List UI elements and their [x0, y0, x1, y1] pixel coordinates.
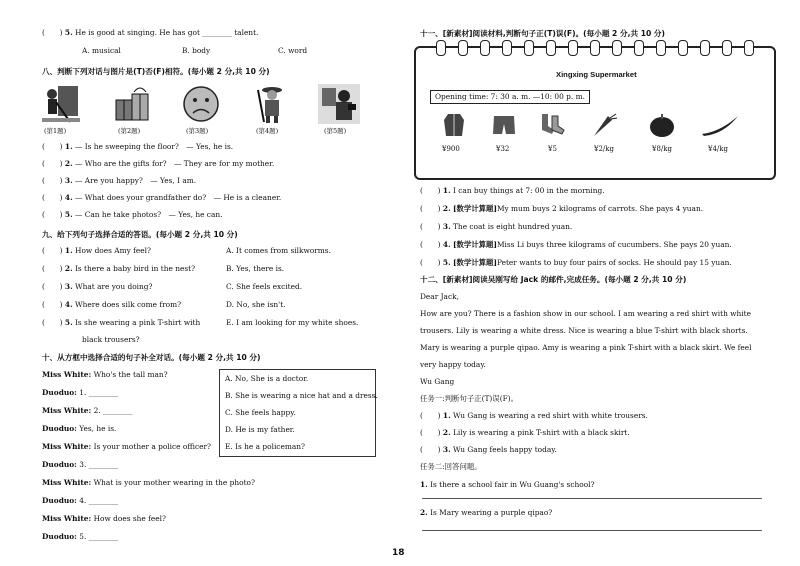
dialog-line-3: Miss White: 2. ________: [42, 406, 133, 415]
q5-opt-c: C. word: [278, 46, 308, 55]
section-9-title: 九、给下列句子选择合适的答语。(每小题 2 分,共 10 分): [42, 230, 238, 239]
cucumber-icon: [700, 112, 740, 138]
sec9-answer-e: E. I am looking for my white shoes.: [226, 318, 359, 327]
sec9-item-4: ( ) 4. Where does silk come from?: [42, 300, 182, 309]
task2-question-2: 2. Is Mary wearing a purple qipao?: [420, 508, 553, 517]
dialog-line-2: Duoduo: 1. ________: [42, 388, 119, 397]
email-body-2: trousers. Lily is wearing a white dress. Nice is wearing a blue T-shirt with black shorts.: [420, 326, 748, 335]
sec9-answer-b: B. Yes, there is.: [226, 264, 285, 273]
dialog-line-9: Miss White: How does she feel?: [42, 514, 166, 523]
q5-opt-b: B. body: [182, 46, 211, 55]
task-2-title: 任务二:回答问题。: [420, 462, 482, 471]
price-carrot: ¥2/kg: [594, 145, 614, 153]
option-e: E. Is he a policeman?: [225, 442, 305, 451]
sec8-item-5: ( ) 5. — Can he take photos? — Yes, he can.: [42, 210, 223, 219]
sec9-answer-d: D. No, she isn't.: [226, 300, 286, 309]
socks-icon: [538, 112, 566, 138]
sec11-item-1: ( ) 1. I can buy things at 7: 00 in the morning.: [420, 186, 605, 195]
price-cucumber: ¥4/kg: [708, 145, 728, 153]
section-11-title: 十一、[新素材]阅读材料,判断句子正(T)误(F)。(每小题 2 分,共 10 分): [420, 29, 665, 38]
boy-sweeping-image: [40, 84, 82, 124]
dialog-line-10: Duoduo: 5. ________: [42, 532, 119, 541]
price-shorts: ¥32: [496, 145, 510, 153]
task1-item-3: ( ) 3. Wu Gang feels happy today.: [420, 445, 557, 454]
option-c: C. She feels happy.: [225, 408, 296, 417]
sec9-item-2: ( ) 2. Is there a baby bird in the nest?: [42, 264, 196, 273]
task2-question-1: 1. Is there a school fair in Wu Guang's school?: [420, 480, 595, 489]
sec8-item-2: ( ) 2. — Who are the gifts for? — They are for my mother.: [42, 159, 275, 168]
right-page: [404, 0, 800, 566]
sec9-item-1: ( ) 1. How does Amy feel?: [42, 246, 151, 255]
option-a: A. No, She is a doctor.: [225, 374, 309, 383]
sec8-item-3: ( ) 3. — Are you happy? — Yes, I am.: [42, 176, 197, 185]
email-body-3: Mary is wearing a purple qipao. Amy is wearing a pink T-shirt with a black skirt. We feel: [420, 343, 752, 352]
email-body-1: How are you? There is a fashion show in our school. I am wearing a red shirt with white: [420, 309, 751, 318]
sec11-item-4: ( ) 4. [数学计算题]Miss Li buys three kilograms of cucumbers. She pays 20 yuan.: [420, 240, 732, 249]
sec8-item-4: ( ) 4. — What does your grandfather do? — He is a cleaner.: [42, 193, 282, 202]
coat-icon: [440, 112, 468, 138]
sec11-item-5: ( ) 5. [数学计算题]Peter wants to buy four pairs of socks. He should pay 15 yuan.: [420, 258, 732, 267]
page-number: 18: [392, 548, 405, 558]
dialog-line-8: Duoduo: 4. ________: [42, 496, 119, 505]
opening-hours: Opening time: 7: 30 a. m. —10: 00 p. m.: [430, 90, 590, 104]
price-coat: ¥900: [442, 145, 460, 153]
sec9-answer-c: C. She feels excited.: [226, 282, 303, 291]
dialog-line-7: Miss White: What is your mother wearing in the photo?: [42, 478, 255, 487]
sec9-item-5-cont: black trousers?: [82, 335, 140, 344]
store-name: Xingxing Supermarket: [556, 70, 637, 79]
pumpkin-icon: [648, 112, 676, 138]
section-8-title: 八、判断下列对话与图片是(T)否(F)相符。(每小题 2 分,共 10 分): [42, 67, 270, 76]
sec9-item-3: ( ) 3. What are you doing?: [42, 282, 153, 291]
sec11-item-3: ( ) 3. The coat is eight hundred yuan.: [420, 222, 573, 231]
cleaner-man-image: [250, 84, 292, 124]
answer-line-1[interactable]: [422, 498, 762, 499]
sec8-item-1: ( ) 1. — Is he sweeping the floor? — Yes, he is.: [42, 142, 234, 151]
email-greeting: Dear Jack,: [420, 292, 459, 301]
price-pumpkin: ¥8/kg: [652, 145, 672, 153]
task1-item-2: ( ) 2. Lily is wearing a pink T-shirt with a black skirt.: [420, 428, 630, 437]
email-signature: Wu Gang: [420, 377, 455, 386]
sec9-item-5: ( ) 5. Is she wearing a pink T-shirt with: [42, 318, 201, 327]
camera-man-image: [318, 84, 360, 124]
dialog-line-6: Duoduo: 3. ________: [42, 460, 119, 469]
dialog-line-5: Miss White: Is your mother a police officer?: [42, 442, 211, 451]
price-socks: ¥5: [548, 145, 557, 153]
section-10-title: 十、从方框中选择合适的句子补全对话。(每小题 2 分,共 10 分): [42, 353, 261, 362]
task-1-title: 任务一:判断句子正(T)误(F)。: [420, 394, 518, 403]
q5-line: ( ) 5. He is good at singing. He has got ________ talent.: [42, 28, 259, 37]
caption-1: (第1题): [44, 127, 67, 135]
sec11-item-2: ( ) 2. [数学计算题]My mum buys 2 kilograms of carrots. She pays 4 yuan.: [420, 204, 704, 213]
q5-opt-a: A. musical: [82, 46, 121, 55]
option-d: D. He is my father.: [225, 425, 295, 434]
sad-face-image: [180, 84, 222, 124]
gift-boxes-image: [112, 84, 154, 124]
sec9-answer-a: A. It comes from silkworms.: [226, 246, 331, 255]
caption-3: (第3题): [186, 127, 209, 135]
dialog-line-1: Miss White: Who's the tall man?: [42, 370, 168, 379]
option-b: B. She is wearing a nice hat and a dress.: [225, 391, 378, 400]
caption-4: (第4题): [256, 127, 279, 135]
dialog-line-4: Duoduo: Yes, he is.: [42, 424, 117, 433]
options-box: [219, 369, 376, 457]
email-body-4: very happy today.: [420, 360, 486, 369]
section-12-title: 十二、[新素材]阅读吴刚写给 Jack 的邮件,完成任务。(每小题 2 分,共 10 分): [420, 275, 687, 284]
caption-2: (第2题): [118, 127, 141, 135]
shorts-icon: [490, 112, 518, 138]
task1-item-1: ( ) 1. Wu Gang is wearing a red shirt with white trousers.: [420, 411, 648, 420]
caption-5: (第5题): [324, 127, 347, 135]
answer-line-2[interactable]: [422, 530, 762, 531]
carrot-icon: [590, 112, 618, 138]
